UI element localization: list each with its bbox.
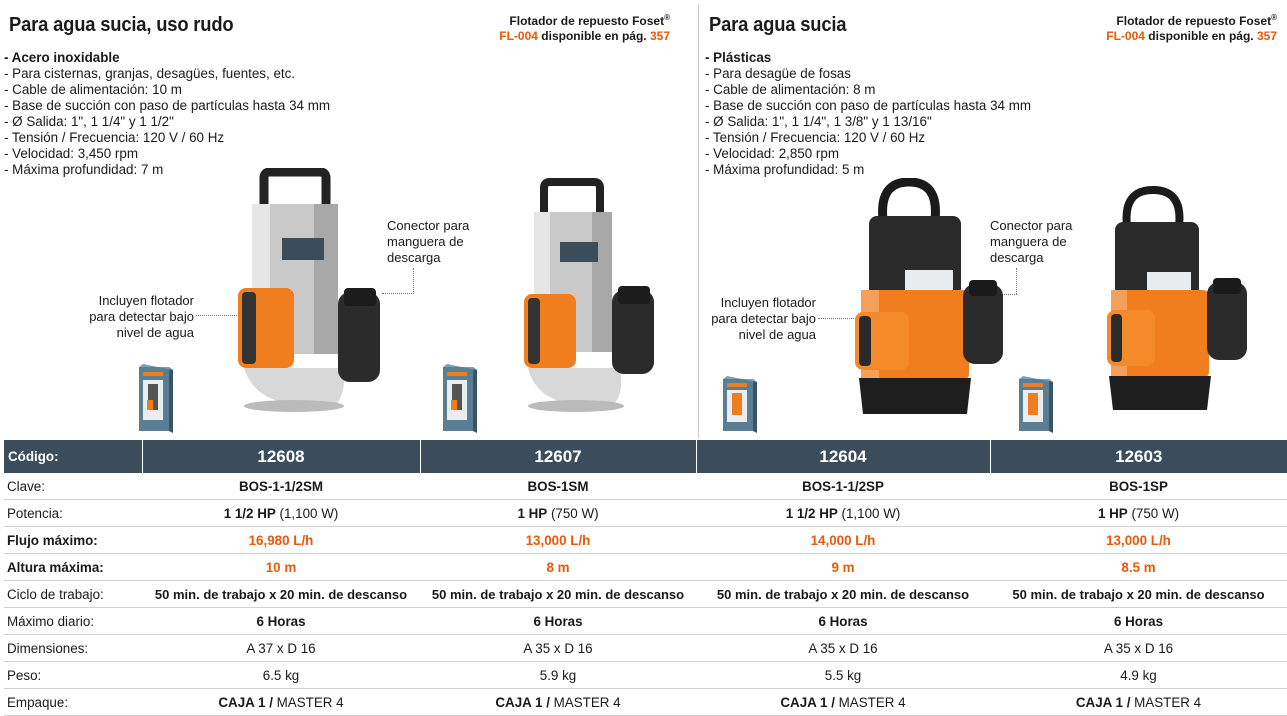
float-callout: Incluyen flotador para detectar bajo nivel de agua — [711, 295, 816, 342]
code-header: 12604 — [696, 440, 990, 473]
section-title: Para agua sucia — [709, 14, 847, 36]
spare-float-note: Flotador de repuesto Foset® FL-004 disponible en pág. 357 — [1106, 13, 1277, 43]
code-header: 12608 — [142, 440, 420, 473]
table-cell: 13,000 L/h — [990, 527, 1287, 554]
table-cell: A 35 x D 16 — [420, 635, 696, 662]
table-row — [4, 635, 1287, 662]
connector-callout-line — [382, 293, 414, 294]
table-cell: 4.9 kg — [990, 662, 1287, 689]
row-label: Clave: — [4, 473, 142, 500]
table-cell: 6 Horas — [142, 608, 420, 635]
table-cell: BOS-1-1/2SP — [696, 473, 990, 500]
table-cell: 50 min. de trabajo x 20 min. de descanso — [142, 581, 420, 608]
table-cell: 6.5 kg — [142, 662, 420, 689]
row-label: Empaque: — [4, 689, 142, 716]
spec-item: - Tensión / Frecuencia: 120 V / 60 Hz — [4, 130, 225, 145]
float-callout: Incluyen flotador para detectar bajo nivel de agua — [89, 293, 194, 340]
connector-callout-line — [1016, 268, 1017, 294]
table-cell: A 37 x D 16 — [142, 635, 420, 662]
plastic-pump-image — [1103, 186, 1263, 422]
table-cell: CAJA 1 / MASTER 4 — [420, 689, 696, 716]
product-box-icon — [1017, 376, 1055, 434]
table-cell: 5.9 kg — [420, 662, 696, 689]
row-label: Altura máxima: — [4, 554, 142, 581]
table-cell: BOS-1SP — [990, 473, 1287, 500]
spec-item: - Máxima profundidad: 5 m — [705, 162, 865, 177]
product-box-icon — [441, 364, 479, 434]
spec-item: - Velocidad: 2,850 rpm — [705, 146, 839, 161]
table-row — [4, 554, 1287, 581]
table-cell: 13,000 L/h — [420, 527, 696, 554]
table-cell: BOS-1-1/2SM — [142, 473, 420, 500]
row-label: Flujo máximo: — [4, 527, 142, 554]
spare-float-note: Flotador de repuesto Foset® FL-004 disponible en pág. 357 — [499, 13, 670, 43]
table-cell: BOS-1SM — [420, 473, 696, 500]
table-row — [4, 689, 1287, 716]
table-cell: CAJA 1 / MASTER 4 — [696, 689, 990, 716]
spec-list — [4, 50, 330, 178]
connector-callout-line — [413, 268, 414, 292]
table-cell: 5.5 kg — [696, 662, 990, 689]
table-row — [4, 608, 1287, 635]
section-dirty-water — [701, 0, 1287, 440]
table-cell: 50 min. de trabajo x 20 min. de descanso — [990, 581, 1287, 608]
spec-item: - Acero inoxidable — [4, 50, 120, 65]
table-cell: 6 Horas — [696, 608, 990, 635]
row-label: Máximo diario: — [4, 608, 142, 635]
spec-list — [705, 50, 1031, 178]
table-row — [4, 527, 1287, 554]
table-cell: 16,980 L/h — [142, 527, 420, 554]
spec-item: - Plásticas — [705, 50, 772, 65]
spec-item: - Máxima profundidad: 7 m — [4, 162, 164, 177]
table-cell: CAJA 1 / MASTER 4 — [142, 689, 420, 716]
product-box-icon — [137, 364, 175, 434]
table-cell: A 35 x D 16 — [990, 635, 1287, 662]
row-label: Dimensiones: — [4, 635, 142, 662]
spec-item: - Base de succión con paso de partículas hasta 34 mm — [705, 98, 1032, 113]
spec-item: - Base de succión con paso de partículas hasta 34 mm — [4, 98, 331, 113]
spec-item: - Tensión / Frecuencia: 120 V / 60 Hz — [705, 130, 926, 145]
table-header-row — [4, 440, 1287, 473]
spec-item: - Velocidad: 3,450 rpm — [4, 146, 138, 161]
connector-callout: Conector para manguera de descarga — [387, 218, 470, 265]
connector-callout: Conector para manguera de descarga — [990, 218, 1073, 265]
table-row — [4, 500, 1287, 527]
spec-item: - Para cisternas, granjas, desagües, fuentes, etc. — [4, 66, 296, 81]
spec-item: - Cable de alimentación: 8 m — [705, 82, 876, 97]
table-cell: 14,000 L/h — [696, 527, 990, 554]
table-cell: 1 1/2 HP (1,100 W) — [696, 500, 990, 527]
spec-item: - Cable de alimentación: 10 m — [4, 82, 182, 97]
section-heavy-duty — [0, 0, 696, 440]
spec-item: - Ø Salida: 1", 1 1/4" y 1 1/2" — [4, 114, 174, 129]
table-cell: 8.5 m — [990, 554, 1287, 581]
row-label: Ciclo de trabajo: — [4, 581, 142, 608]
section-divider — [698, 4, 699, 438]
spec-item: - Para desagüe de fosas — [705, 66, 851, 81]
table-cell: 50 min. de trabajo x 20 min. de descanso — [696, 581, 990, 608]
stainless-pump-image — [520, 178, 660, 416]
code-header: 12607 — [420, 440, 696, 473]
table-row — [4, 473, 1287, 500]
table-cell: A 35 x D 16 — [696, 635, 990, 662]
table-cell: 6 Horas — [420, 608, 696, 635]
row-label: Peso: — [4, 662, 142, 689]
table-row — [4, 581, 1287, 608]
section-title: Para agua sucia, uso rudo — [9, 14, 234, 36]
table-cell: 50 min. de trabajo x 20 min. de descanso — [420, 581, 696, 608]
table-row — [4, 662, 1287, 689]
row-label: Potencia: — [4, 500, 142, 527]
code-header: 12603 — [990, 440, 1287, 473]
code-header-label: Código: — [4, 440, 142, 473]
spec-table — [4, 440, 1287, 716]
table-cell: 9 m — [696, 554, 990, 581]
table-cell: 1 HP (750 W) — [420, 500, 696, 527]
table-cell: 1 1/2 HP (1,100 W) — [142, 500, 420, 527]
table-cell: CAJA 1 / MASTER 4 — [990, 689, 1287, 716]
product-box-icon — [721, 376, 759, 434]
plastic-pump-image — [849, 178, 1009, 422]
table-cell: 1 HP (750 W) — [990, 500, 1287, 527]
table-cell: 6 Horas — [990, 608, 1287, 635]
table-cell: 10 m — [142, 554, 420, 581]
stainless-pump-image — [234, 168, 384, 416]
table-cell: 8 m — [420, 554, 696, 581]
spec-item: - Ø Salida: 1", 1 1/4", 1 3/8" y 1 13/16" — [705, 114, 932, 129]
